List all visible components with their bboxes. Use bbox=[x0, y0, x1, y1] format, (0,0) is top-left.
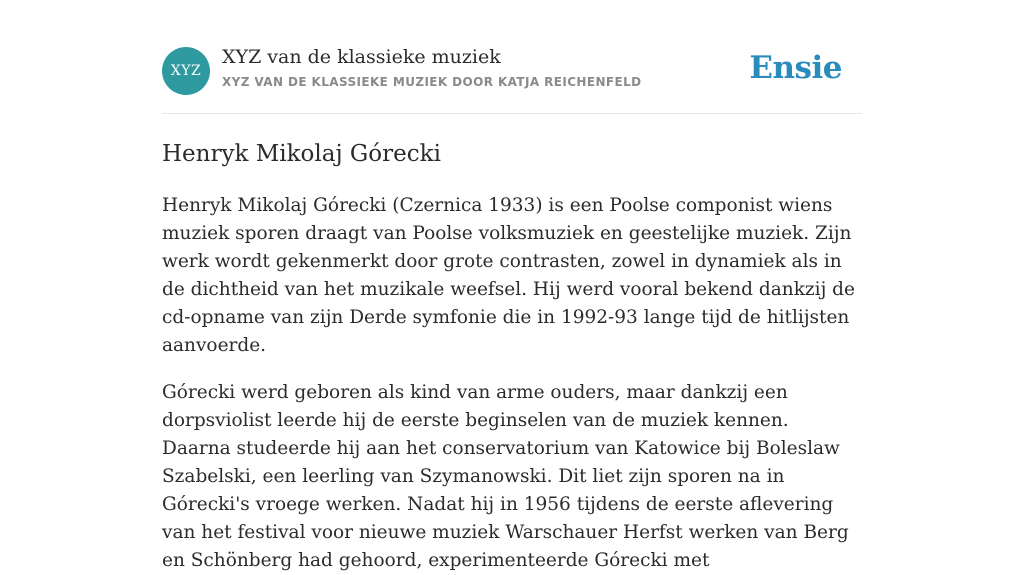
book-header bbox=[162, 0, 862, 114]
book-avatar[interactable]: XYZ bbox=[162, 47, 210, 95]
article-paragraph-2: Górecki werd geboren als kind van arme ouders, maar dankzij een dorpsviolist leerde hij de eerste beginselen van de muziek kennen. Daarna studeerde hij aan het conservatorium van Katowice bij Boleslaw Szabelski, een leerling van Szymanowski. Dit liet zijn sporen na in Górecki's vroege werken. Nadat hij in 1956 tijdens de eerste aflevering van het festival voor nieuwe muziek Warschauer Herfst werken van Berg en Schönberg had gehoord, experimenteerde Górecki met bbox=[162, 382, 849, 571]
article-title: Henryk Mikolaj Górecki bbox=[162, 141, 441, 167]
ensie-logo[interactable]: Ensie bbox=[749, 50, 842, 86]
book-subtitle[interactable]: XYZ VAN DE KLASSIEKE MUZIEK DOOR KATJA REICHENFELD bbox=[222, 75, 642, 89]
article-paragraph-1: Henryk Mikolaj Górecki (Czernica 1933) is een Poolse componist wiens muziek sporen draagt van Poolse volksmuziek en geestelijke muziek. Zijn werk wordt gekenmerkt door grote contrasten, zowel in dynamiek als in de dichtheid van het muzikale weefsel. Hij werd vooral bekend dankzij de cd-opname van zijn Derde symfonie die in 1992-93 lange tijd de hitlijsten aanvoerde. bbox=[162, 195, 855, 356]
book-title[interactable]: XYZ van de klassieke muziek bbox=[222, 46, 501, 68]
page bbox=[162, 0, 862, 575]
